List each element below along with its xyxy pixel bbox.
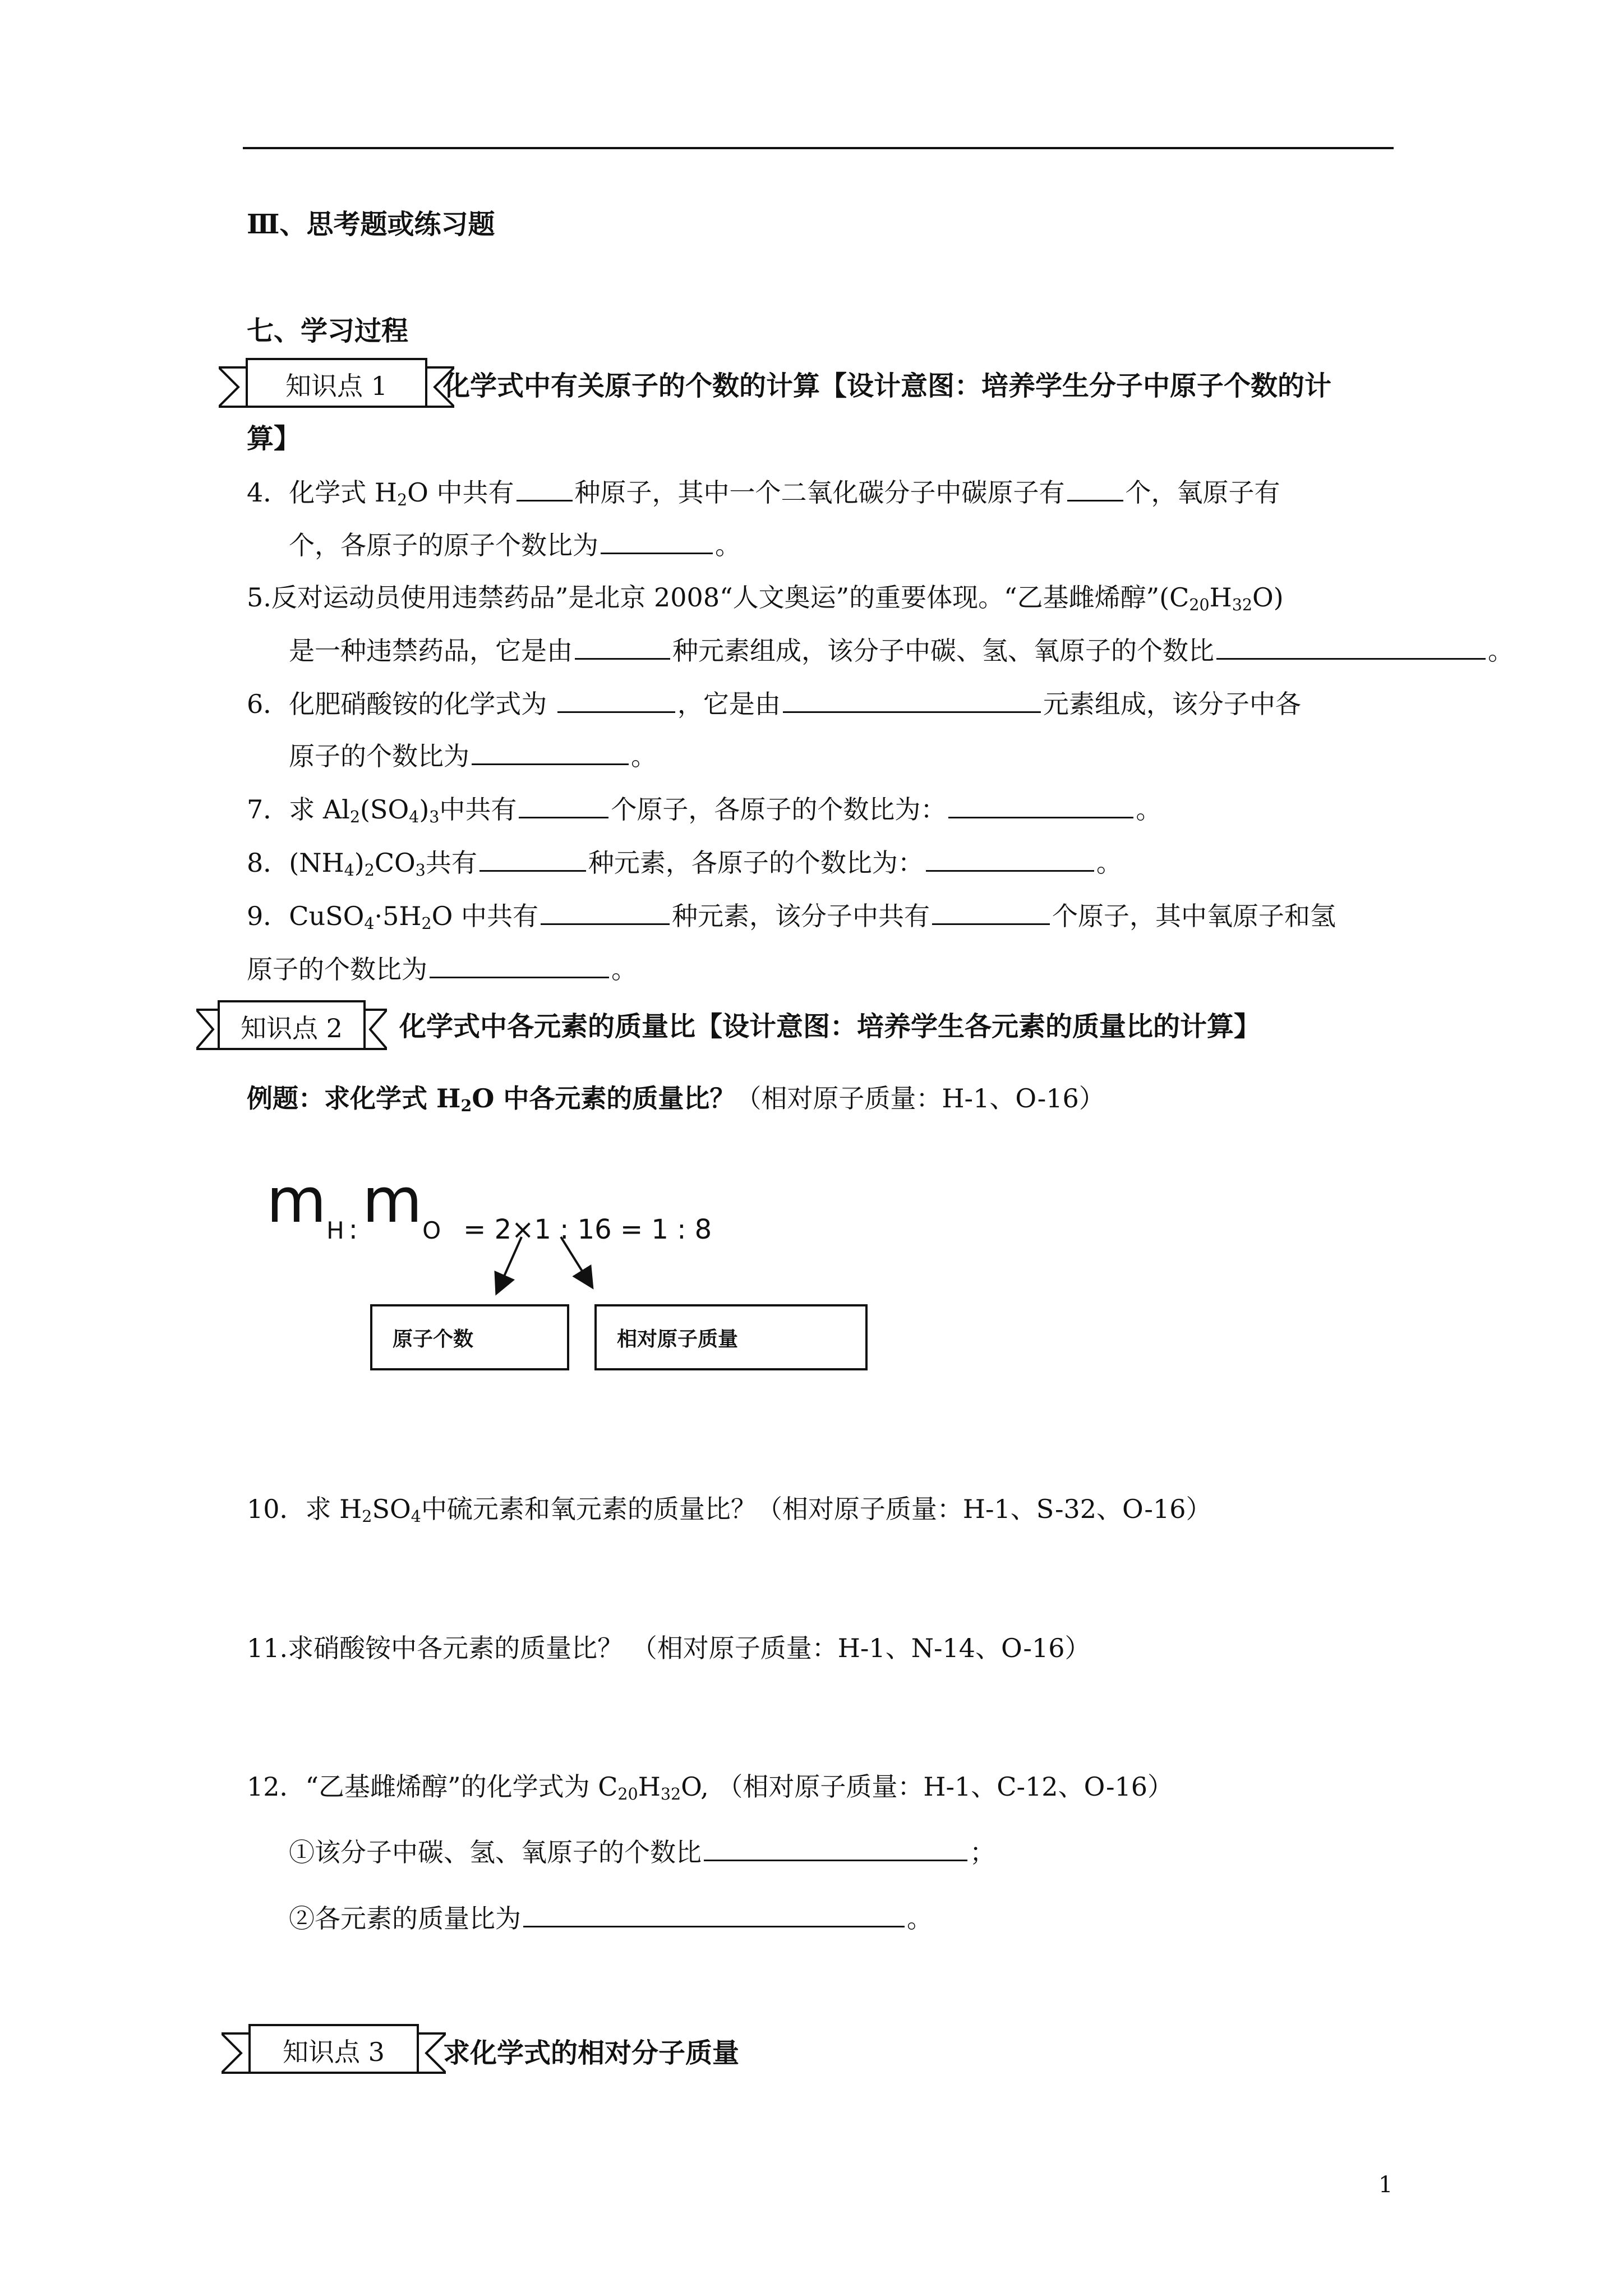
answer-blank[interactable] — [926, 848, 1094, 872]
answer-blank[interactable] — [704, 1837, 967, 1861]
section-3-heading: Ⅲ、思考题或练习题 — [247, 209, 495, 240]
answer-blank[interactable] — [948, 794, 1133, 818]
question-5-line-1: 5.反对运动员使用违禁药品”是北京 2008“人文奥运”的重要体现。“乙基雌烯醇$”(C_{20}H_{32}O)$ — [247, 582, 1284, 615]
relative-atomic-mass-box: 相对原子质量 — [594, 1304, 868, 1370]
answer-blank[interactable] — [519, 794, 608, 818]
answer-blank[interactable] — [541, 901, 670, 925]
knowledge-point-3-ribbon — [222, 2017, 457, 2084]
question-8: 8．$(NH_4)_2CO_3$共有 种元素，各原子的个数比为： 。 — [247, 848, 1122, 880]
mass-ratio-formula: mH :mO = 2×1 : 16 = 1 : 8 — [266, 1165, 712, 1245]
answer-blank[interactable] — [472, 741, 629, 765]
arrows-icon — [477, 1231, 623, 1315]
question-9-line-2: 原子的个数比为 。 — [247, 954, 637, 984]
question-12-part-1: ①该分子中碳、氢、氧原子的个数比 ； — [289, 1837, 995, 1867]
answer-blank[interactable] — [517, 477, 573, 501]
question-12: 12．“乙基雌烯醇”的化学式为 $C_{20}H_{32}O$, （相对原子质量：H-1、C-12、O-16） — [247, 1772, 1174, 1804]
answer-blank[interactable] — [430, 954, 609, 978]
question-9-line-1: 9．$CuSO_4\cdot 5H_2O$ 中共有 种元素，该分子中共有 个原子，其中氧原子和氢 — [247, 901, 1336, 933]
knowledge-point-1-ribbon — [219, 351, 454, 418]
question-5-line-2: 是一种违禁药品，它是由 种元素组成，该分子中碳、氢、氧原子的个数比 。 — [289, 636, 1514, 666]
section-7-heading: 七、学习过程 — [247, 315, 409, 347]
knowledge-point-3-title: 求化学式的相对分子质量 — [443, 2037, 740, 2069]
answer-blank[interactable] — [932, 901, 1050, 925]
header-rule — [243, 147, 1394, 149]
knowledge-point-1-label: 知识点 1 — [285, 371, 388, 401]
question-6-line-2: 原子的个数比为 。 — [289, 741, 657, 771]
question-4-line-2: 个，各原子的原子个数比为 。 — [289, 530, 741, 560]
knowledge-point-1-title-cont: 算】 — [247, 423, 301, 454]
knowledge-point-3-label: 知识点 3 — [283, 2037, 385, 2067]
answer-blank[interactable] — [783, 689, 1041, 713]
knowledge-point-1-title: 化学式中有关原子的个数的计算【设计意图：培养学生分子中原子个数的计 — [443, 370, 1332, 402]
question-12-part-2: ②各元素的质量比为 。 — [289, 1903, 933, 1934]
question-10: 10．求 $H_2SO_4$中硫元素和氧元素的质量比？（相对原子质量：H-1、S-32、O-16） — [247, 1494, 1212, 1526]
atom-count-box: 原子个数 — [370, 1304, 569, 1370]
answer-blank[interactable] — [557, 689, 675, 713]
answer-blank[interactable] — [523, 1903, 905, 1927]
question-4-line-1: 4．化学式 $H_2O$ 中共有 种原子，其中一个二氧化碳分子中碳原子有 个，氧原子有 — [247, 477, 1280, 510]
example-question: 例题：求化学式 $H_2O$ 中各元素的质量比？（相对原子质量：H-1、O-16） — [247, 1083, 1105, 1116]
answer-blank[interactable] — [601, 530, 713, 554]
answer-blank[interactable] — [575, 636, 670, 660]
question-11: 11.求硝酸铵中各元素的质量比？ （相对原子质量：H-1、N-14、O-16） — [247, 1633, 1091, 1663]
question-6-line-1: 6．化肥硝酸铵的化学式为 ，它是由 元素组成，该分子中各 — [247, 689, 1301, 719]
knowledge-point-2-title: 化学式中各元素的质量比【设计意图：培养学生各元素的质量比的计算】 — [399, 1011, 1261, 1042]
knowledge-point-2-ribbon — [196, 996, 432, 1063]
answer-blank[interactable] — [1216, 636, 1486, 660]
question-7: 7．求 $Al_2(SO_4)_3$中共有 个原子，各原子的个数比为： 。 — [247, 794, 1162, 827]
answer-blank[interactable] — [479, 848, 586, 872]
page-number: 1 — [1378, 2172, 1393, 2198]
answer-blank[interactable] — [1067, 477, 1123, 501]
knowledge-point-2-label: 知识点 2 — [241, 1013, 343, 1043]
